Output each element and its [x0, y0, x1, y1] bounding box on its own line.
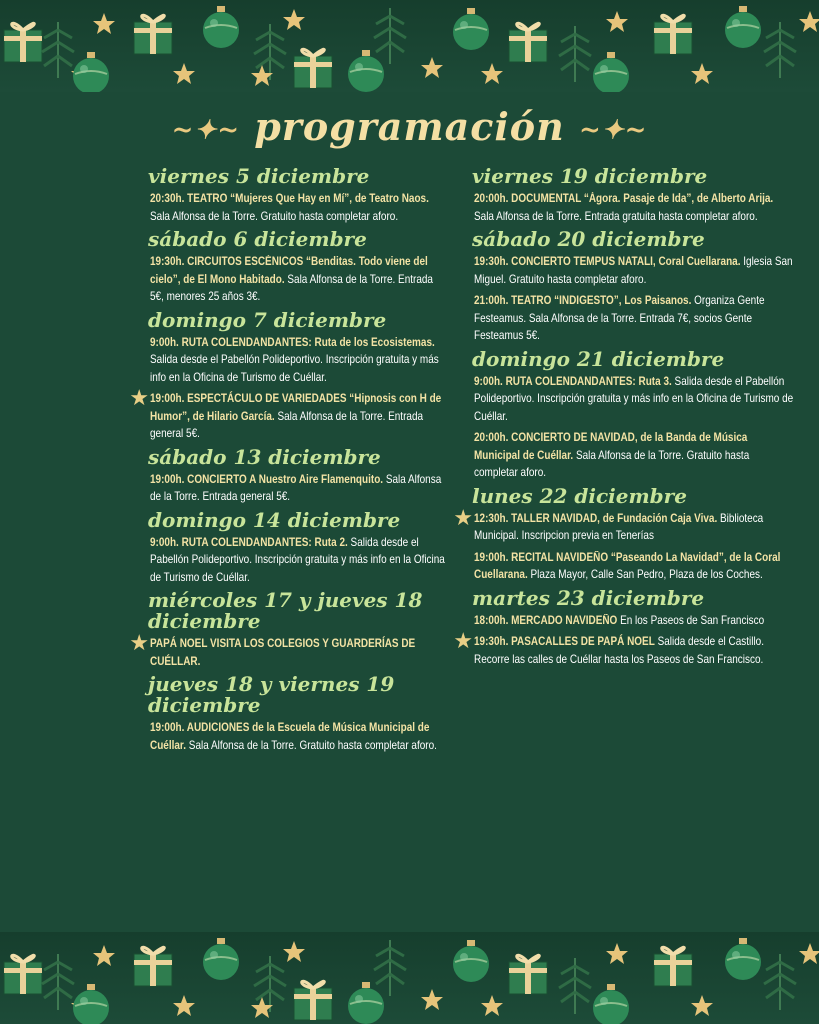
- star-icon: [282, 8, 306, 37]
- event-details: Sala Alfonsa de la Torre. Entrada 5€, menores 25 años 3€.: [150, 272, 433, 303]
- bottom-ornament-border: [0, 932, 819, 1024]
- day-heading: domingo 14 diciembre: [148, 507, 401, 532]
- event-title: 21:00h. TEATRO “INDIGESTO”, Los Paisanos.: [474, 294, 692, 307]
- star-icon: [250, 996, 274, 1024]
- day-heading: viernes 19 diciembre: [472, 164, 708, 188]
- star-icon: [420, 56, 444, 85]
- swirl-left-ornament: ~✦~: [171, 115, 240, 146]
- event-entry: [474, 429, 793, 482]
- star-icon: [172, 994, 196, 1023]
- top-ornament-border: [0, 0, 819, 92]
- event-entry: [150, 334, 449, 387]
- pine-branch-icon: [370, 6, 410, 71]
- day-heading: domingo 7 diciembre: [148, 307, 387, 332]
- right-column: [453, 162, 794, 672]
- star-icon: [92, 944, 116, 973]
- day-heading: sábado 13 diciembre: [148, 444, 381, 469]
- event-title: 20:30h. TEATRO “Mujeres Que Hay en Mí”, de Teatro Naos.: [150, 192, 429, 205]
- event-details: Sala Alfonsa de la Torre. Gratuito hasta completar aforo.: [150, 209, 399, 223]
- event-details: Organiza Gente Festeamus. Sala Alfonsa de la Torre. Entrada 7€, socios Gente Festeamus 5€.: [474, 294, 765, 342]
- event-entry: [453, 628, 793, 668]
- event-title: PAPÁ NOEL VISITA LOS COLEGIOS Y GUARDERÍAS DE CUÉLLAR.: [150, 637, 416, 668]
- day-heading: sábado 6 diciembre: [148, 227, 367, 251]
- ornament-ball-icon: [590, 50, 632, 92]
- gift-icon: [650, 6, 696, 61]
- ornament-ball-icon: [70, 50, 112, 92]
- event-details: Salida desde el Pabellón Polideportivo. Inscripción gratuita y más info en la Oficina de Turismo de Cuéllar.: [474, 374, 794, 423]
- star-icon: [605, 942, 629, 971]
- star-icon: [250, 64, 274, 92]
- event-entry: [474, 549, 793, 584]
- ornament-ball-icon: [722, 4, 764, 55]
- event-title: 19:30h. PASACALLES DE PAPÁ NOEL: [474, 635, 655, 648]
- star-icon: [690, 994, 714, 1023]
- event-title: 19:00h. RECITAL NAVIDEÑO “Paseando La Navidad”, de la Coral Cuellarana.: [474, 550, 781, 581]
- gift-icon: [290, 40, 336, 92]
- star-icon: [690, 62, 714, 91]
- star-icon: [480, 994, 504, 1023]
- gift-icon: [505, 946, 551, 1001]
- event-title: 18:00h. MERCADO NAVIDEÑO: [474, 613, 618, 627]
- page-title: [0, 104, 819, 149]
- event-title: 20:00h. DOCUMENTAL “Ágora. Pasaje de Ida”, de Alberto Arija.: [474, 192, 774, 205]
- pine-branch-icon: [760, 952, 800, 1017]
- event-entry: [150, 719, 449, 754]
- event-entry: [150, 190, 449, 225]
- event-details: Sala Alfonsa de la Torre. Entrada general 5€.: [150, 472, 442, 503]
- event-details: Sala Alfonsa de la Torre. Gratuito hasta completar aforo.: [474, 448, 750, 479]
- event-entry: [474, 190, 793, 225]
- star-icon: [172, 62, 196, 91]
- ornament-ball-icon: [200, 4, 242, 55]
- event-entry: [150, 471, 449, 506]
- event-details: Biblioteca Municipal. Inscripcion previa en Tenerías: [474, 511, 764, 542]
- pine-branch-icon: [555, 956, 595, 1021]
- pine-branch-icon: [370, 938, 410, 1003]
- event-title: 19:30h. CONCIERTO TEMPUS NATALI, Coral Cuellarana.: [474, 255, 741, 268]
- day-heading: jueves 18 y viernes 19 diciembre: [148, 672, 395, 717]
- event-title: 19:00h. AUDICIONES de la Escuela de Música Municipal de Cuéllar.: [150, 721, 430, 752]
- left-column: [129, 162, 450, 758]
- ornament-ball-icon: [722, 936, 764, 987]
- event-title: 19:00h. CONCIERTO A Nuestro Aire Flamenquito.: [150, 472, 384, 486]
- event-title: 19:30h. CIRCUITOS ESCÉNICOS “Benditas. Todo viene del cielo”, de El Mono Habitado.: [150, 255, 428, 286]
- day-heading: viernes 5 diciembre: [148, 164, 370, 188]
- star-icon: ★: [129, 630, 150, 655]
- ornament-ball-icon: [70, 982, 112, 1024]
- event-entry: [474, 612, 793, 630]
- ornament-ball-icon: [450, 6, 492, 57]
- event-title: 9:00h. RUTA COLENDANDANTES: Ruta de los Ecosistemas.: [150, 335, 435, 349]
- title-text: programación: [254, 104, 565, 149]
- event-details: Sala Alfonsa de la Torre. Entrada general 5€.: [150, 409, 424, 440]
- event-details: Salida desde el Pabellón Polideportivo. Inscripción gratuita y más info en la Oficina de Turismo de Cuéllar.: [150, 353, 439, 384]
- star-icon: ★: [453, 628, 474, 653]
- event-details: Iglesia San Miguel. Gratuito hasta completar aforo.: [474, 255, 793, 286]
- star-icon: [605, 10, 629, 39]
- event-title: 9:00h. RUTA COLENDANDANTES: Ruta 3.: [474, 374, 672, 388]
- event-details: Plaza Mayor, Calle San Pedro, Plaza de los Coches.: [527, 568, 763, 581]
- event-entry: [474, 292, 793, 345]
- day-heading: miércoles 17 y jueves 18 diciembre: [148, 588, 423, 633]
- ornament-ball-icon: [590, 982, 632, 1024]
- star-icon: [92, 12, 116, 41]
- ornament-ball-icon: [450, 938, 492, 989]
- event-details: Sala Alfonsa de la Torre. Entrada gratuita hasta completar aforo.: [474, 209, 758, 223]
- gift-icon: [650, 938, 696, 993]
- swirl-right-ornament: ~✦~: [579, 115, 648, 146]
- event-details: Salida desde el Pabellón Polideportivo. Inscripción gratuita y más info en la Oficina de Turismo de Cuéllar.: [150, 535, 445, 584]
- gift-icon: [130, 6, 176, 61]
- ornament-ball-icon: [200, 936, 242, 987]
- event-entry: [150, 253, 449, 306]
- event-entry: [474, 253, 793, 288]
- star-icon: [480, 62, 504, 91]
- day-heading: domingo 21 diciembre: [472, 346, 725, 371]
- event-title: 20:00h. CONCIERTO DE NAVIDAD, de la Banda de Música Municipal de Cuéllar.: [474, 431, 748, 462]
- day-heading: martes 23 diciembre: [472, 585, 705, 610]
- pine-branch-icon: [555, 24, 595, 89]
- event-details: Sala Alfonsa de la Torre. Gratuito hasta completar aforo.: [186, 738, 437, 752]
- event-entry: [129, 385, 449, 443]
- event-details: Salida desde el Castillo. Recorre las calles de Cuéllar hasta los Paseos de San Francisco.: [474, 635, 764, 666]
- event-entry: [150, 534, 449, 587]
- gift-icon: [290, 972, 336, 1024]
- star-icon: [798, 942, 819, 971]
- star-icon: ★: [453, 504, 474, 530]
- event-title: 9:00h. RUTA COLENDANDANTES: Ruta 2.: [150, 535, 348, 549]
- star-icon: ★: [129, 385, 150, 410]
- event-entry: [129, 630, 449, 670]
- event-entry: [474, 373, 793, 426]
- event-entry: [453, 504, 793, 545]
- event-title: 19:00h. ESPECTÁCULO DE VARIEDADES “Hipnosis con H de Humor”, de Hilario García.: [150, 392, 442, 423]
- gift-icon: [130, 938, 176, 993]
- day-heading: lunes 22 diciembre: [472, 483, 687, 508]
- event-title: 12:30h. TALLER NAVIDAD, de Fundación Caja Viva.: [474, 511, 718, 525]
- star-icon: [282, 940, 306, 969]
- gift-icon: [505, 14, 551, 69]
- pine-branch-icon: [760, 20, 800, 85]
- event-details: En los Paseos de San Francisco: [617, 613, 765, 627]
- day-heading: sábado 20 diciembre: [472, 227, 705, 251]
- star-icon: [420, 988, 444, 1017]
- star-icon: [798, 10, 819, 39]
